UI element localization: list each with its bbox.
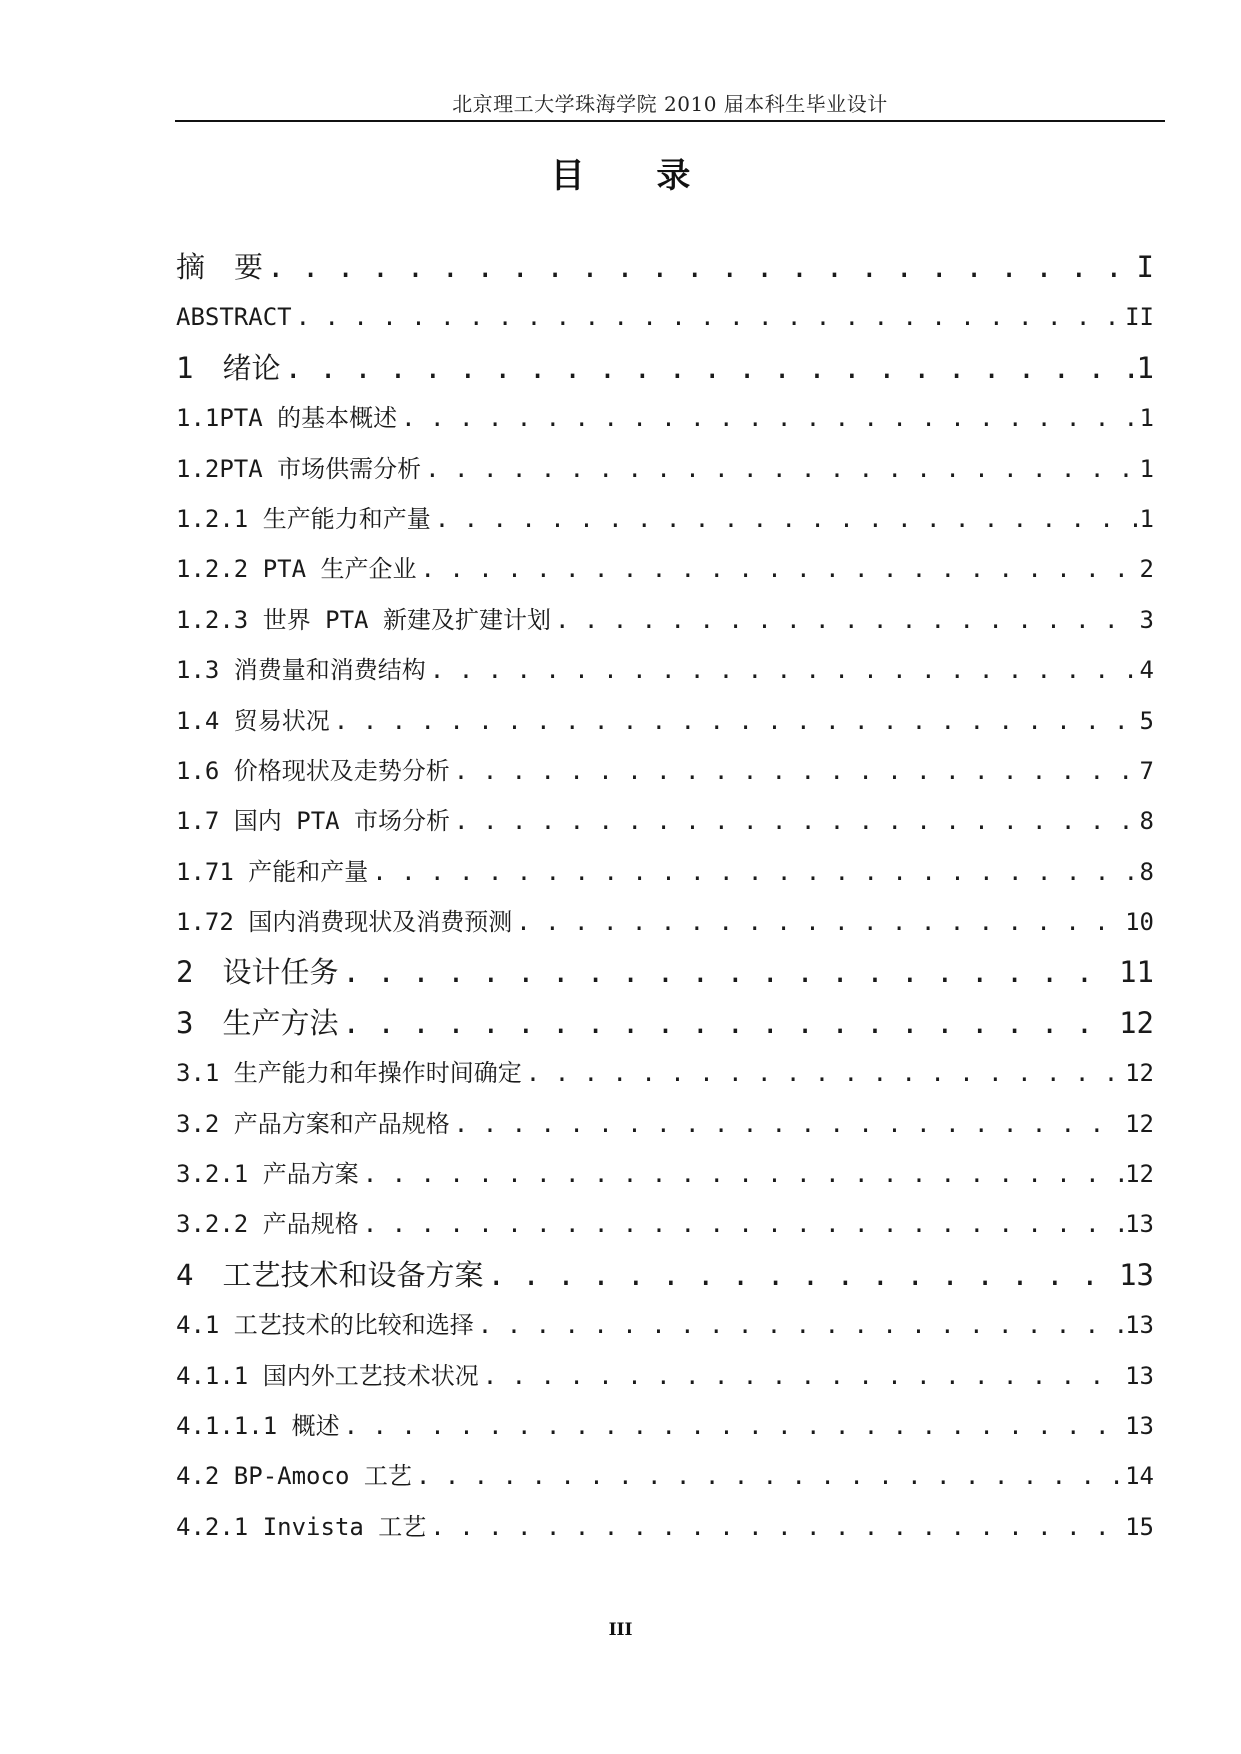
toc-leader-dots xyxy=(296,295,1124,339)
toc-leader-dots xyxy=(363,1152,1123,1196)
toc-entry-page: 1 xyxy=(1136,350,1154,385)
toc-entry-page: 7 xyxy=(1139,756,1154,785)
toc-entry-title: 1.1PTA 的基本概述 xyxy=(176,404,398,433)
toc-entry-page: 14 xyxy=(1125,1462,1154,1491)
toc-entry-page: 13 xyxy=(1125,1210,1154,1239)
toc-entry[interactable] xyxy=(176,346,1154,396)
toc-entry-page: 4 xyxy=(1139,656,1154,685)
toc-leader-dots xyxy=(342,950,1117,994)
toc-leader-dots xyxy=(267,245,1135,289)
toc-entry[interactable] xyxy=(176,1202,1154,1252)
toc-entry-page: 1 xyxy=(1139,404,1154,433)
toc-entry-title: 4 工艺技术和设备方案 xyxy=(176,1257,484,1292)
page-title: 目 录 xyxy=(550,156,721,196)
toc-entry-title: 4.2 BP-Amoco 工艺 xyxy=(176,1462,412,1491)
toc-entry-page: 1 xyxy=(1139,504,1154,533)
toc-entry-title: 3.2 产品方案和产品规格 xyxy=(176,1109,450,1138)
running-header: 北京理工大学珠海学院 2010 届本科生毕业设计 xyxy=(452,92,888,116)
toc-leader-dots xyxy=(483,1354,1123,1398)
toc-entry-page: 2 xyxy=(1139,555,1154,584)
toc-entry-page: 10 xyxy=(1125,908,1154,937)
toc-entry-title: 3 生产方法 xyxy=(176,1005,339,1040)
toc-leader-dots xyxy=(342,1001,1117,1045)
toc-entry-title: 1.3 消费量和消费结构 xyxy=(176,656,426,685)
toc-entry[interactable] xyxy=(176,900,1154,950)
toc-entry-title: 2 设计任务 xyxy=(176,955,339,990)
toc-entry-title: 1.7 国内 PTA 市场分析 xyxy=(176,807,451,836)
toc-entry-title: 摘 要 xyxy=(176,250,264,284)
toc-entry[interactable] xyxy=(176,1354,1154,1404)
header-divider xyxy=(175,120,1165,122)
toc-entry[interactable] xyxy=(176,1152,1154,1202)
toc-leader-dots xyxy=(555,598,1138,642)
toc-entry-page: 8 xyxy=(1139,857,1154,886)
toc-entry-title: 1.2.3 世界 PTA 新建及扩建计划 xyxy=(176,605,551,634)
toc-leader-dots xyxy=(421,547,1138,591)
toc-entry-page: 12 xyxy=(1125,1059,1154,1088)
toc-entry-title: 3.2.1 产品方案 xyxy=(176,1160,359,1189)
toc-entry-title: 1.4 贸易状况 xyxy=(176,706,330,735)
toc-entry[interactable] xyxy=(176,850,1154,900)
toc-leader-dots xyxy=(372,850,1137,894)
toc-entry-title: 4.1.1.1 概述 xyxy=(176,1411,340,1440)
toc-entry[interactable] xyxy=(176,1001,1154,1051)
toc-entry[interactable] xyxy=(176,497,1154,547)
toc-entry-title: 1 绪论 xyxy=(176,350,281,385)
toc-entry-page: 3 xyxy=(1139,605,1154,634)
page-number: III xyxy=(608,1620,633,1640)
toc-leader-dots xyxy=(526,1051,1123,1095)
toc-entry[interactable] xyxy=(176,547,1154,597)
toc-entry[interactable] xyxy=(176,447,1154,497)
toc-entry-page: 13 xyxy=(1119,1257,1154,1292)
toc-leader-dots xyxy=(430,648,1138,692)
toc-entry-title: 4.1.1 国内外工艺技术状况 xyxy=(176,1361,479,1390)
toc-entry[interactable] xyxy=(176,245,1154,295)
toc-entry-page: 5 xyxy=(1139,706,1154,735)
toc-entry[interactable] xyxy=(176,1253,1154,1303)
toc-entry-title: 1.2.2 PTA 生产企业 xyxy=(176,555,417,584)
toc-entry-page: 12 xyxy=(1119,1005,1154,1040)
toc-entry-page: 1 xyxy=(1139,454,1154,483)
toc-leader-dots xyxy=(284,346,1134,390)
toc-entry-page: 13 xyxy=(1125,1361,1154,1390)
toc-entry-title: 4.2.1 Invista 工艺 xyxy=(176,1512,427,1541)
toc-entry[interactable] xyxy=(176,396,1154,446)
toc-entry-page: II xyxy=(1125,303,1154,332)
toc-entry-title: ABSTRACT xyxy=(176,303,292,332)
toc-entry[interactable] xyxy=(176,1404,1154,1454)
toc-entry[interactable] xyxy=(176,295,1154,345)
toc-entry[interactable] xyxy=(176,699,1154,749)
toc-leader-dots xyxy=(454,749,1138,793)
toc-entry-page: I xyxy=(1136,250,1154,284)
toc-entry-title: 1.2.1 生产能力和产量 xyxy=(176,504,431,533)
toc-leader-dots xyxy=(363,1202,1123,1246)
toc-leader-dots xyxy=(416,1454,1123,1498)
toc-entry-title: 1.2PTA 市场供需分析 xyxy=(176,454,422,483)
toc-entry-title: 1.71 产能和产量 xyxy=(176,857,369,886)
toc-leader-dots xyxy=(478,1303,1123,1347)
toc-leader-dots xyxy=(401,396,1137,440)
toc-entry[interactable] xyxy=(176,749,1154,799)
toc-entry-page: 13 xyxy=(1125,1411,1154,1440)
toc-entry-title: 3.2.2 产品规格 xyxy=(176,1210,359,1239)
toc-entry[interactable] xyxy=(176,1051,1154,1101)
toc-leader-dots xyxy=(435,497,1138,541)
toc-entry-title: 1.6 价格现状及走势分析 xyxy=(176,756,450,785)
toc-entry-page: 15 xyxy=(1125,1512,1154,1541)
toc-entry[interactable] xyxy=(176,950,1154,1000)
toc-entry-title: 3.1 生产能力和年操作时间确定 xyxy=(176,1059,522,1088)
toc-entry-page: 13 xyxy=(1125,1311,1154,1340)
table-of-contents xyxy=(176,245,1154,1555)
toc-entry[interactable] xyxy=(176,1505,1154,1555)
toc-entry-page: 12 xyxy=(1125,1160,1154,1189)
toc-leader-dots xyxy=(454,799,1138,843)
toc-entry[interactable] xyxy=(176,1102,1154,1152)
toc-leader-dots xyxy=(454,1102,1123,1146)
toc-leader-dots xyxy=(430,1505,1123,1549)
toc-entry-page: 11 xyxy=(1119,955,1154,990)
toc-entry-page: 8 xyxy=(1139,807,1154,836)
toc-entry[interactable] xyxy=(176,1303,1154,1353)
toc-leader-dots xyxy=(516,900,1123,944)
toc-leader-dots xyxy=(425,447,1137,491)
toc-leader-dots xyxy=(487,1253,1117,1297)
toc-entry[interactable] xyxy=(176,648,1154,698)
toc-entry-title: 4.1 工艺技术的比较和选择 xyxy=(176,1311,474,1340)
toc-leader-dots xyxy=(334,699,1138,743)
toc-entry-title: 1.72 国内消费现状及消费预测 xyxy=(176,908,513,937)
toc-entry[interactable] xyxy=(176,598,1154,648)
toc-entry-page: 12 xyxy=(1125,1109,1154,1138)
toc-entry[interactable] xyxy=(176,1454,1154,1504)
toc-leader-dots xyxy=(344,1404,1124,1448)
toc-entry[interactable] xyxy=(176,799,1154,849)
